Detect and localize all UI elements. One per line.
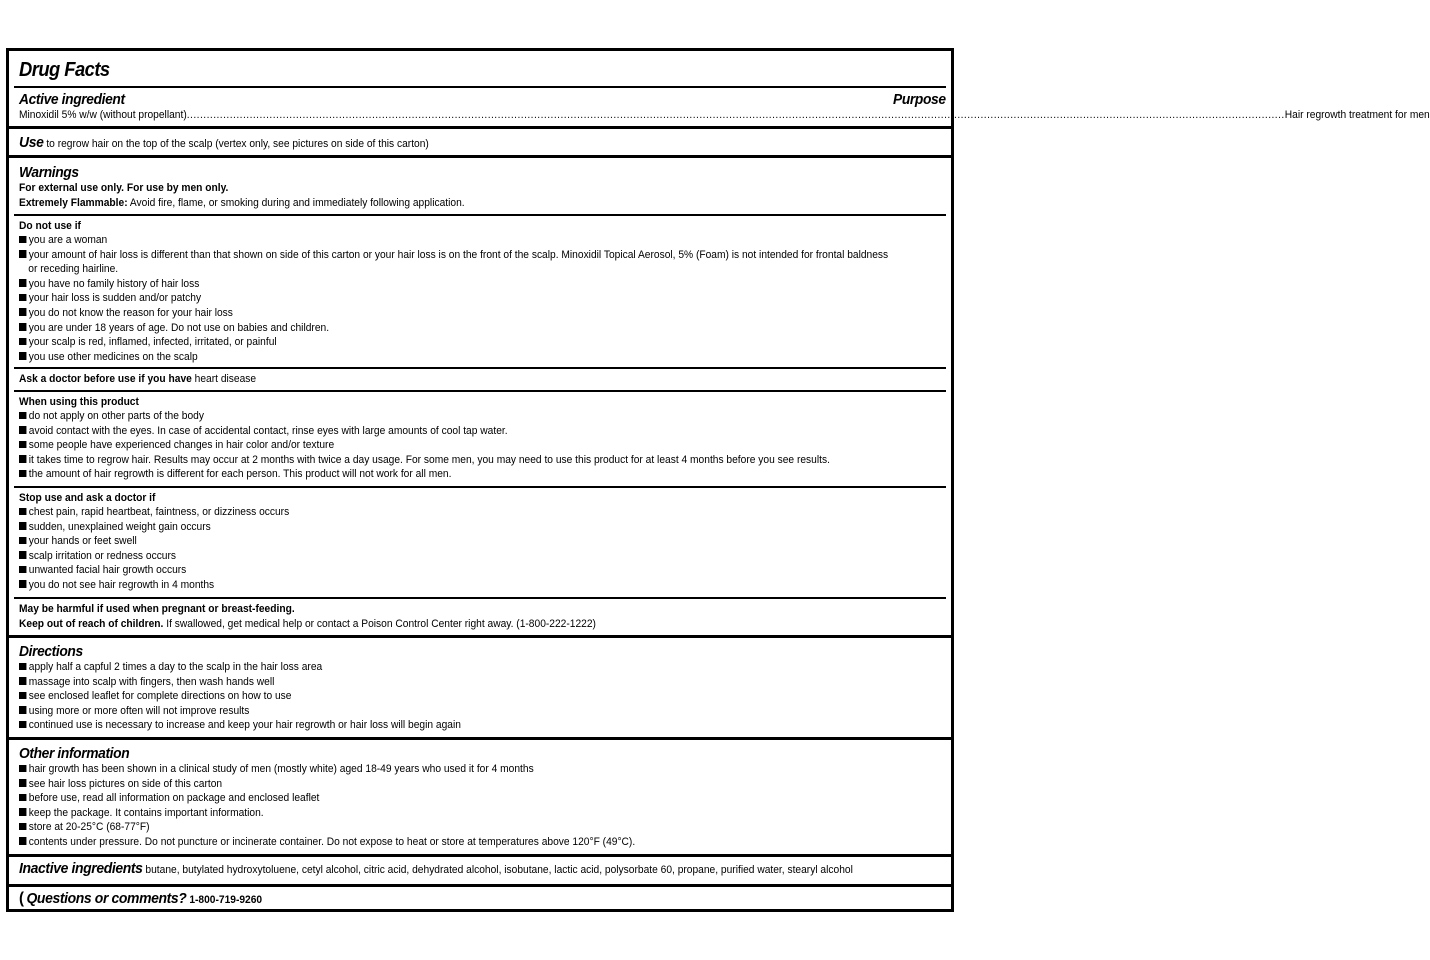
list-item: keep the package. It contains important information. — [19, 806, 635, 821]
list-item: contents under pressure. Do not puncture or incinerate container. Do not expose to heat or store at temperatures above 120°F (49°C). — [19, 835, 635, 850]
other-info-list — [19, 762, 635, 850]
list-item: continued use is necessary to increase and keep your hair regrowth or hair loss will begin again — [19, 718, 461, 733]
list-item: you are under 18 years of age. Do not use on babies and children. — [19, 321, 888, 336]
purpose-heading: Purpose — [893, 91, 946, 108]
list-item: you do not know the reason for your hair loss — [19, 306, 888, 321]
list-item-continuation: or receding hairline. — [28, 263, 119, 276]
questions-heading: Questions or comments? — [26, 890, 187, 907]
stop-use-heading: Stop use and ask a doctor if — [19, 492, 156, 504]
bullet-icon — [19, 706, 26, 714]
external-use-text: For external use only. For use by men only. — [19, 182, 229, 194]
bullet-icon — [19, 470, 26, 478]
bullet-icon — [19, 338, 26, 346]
list-item: you are a woman — [19, 233, 888, 248]
list-item: hair growth has been shown in a clinical study of men (mostly white) aged 18-49 years who used it for 4 months — [19, 762, 635, 777]
divider — [14, 86, 946, 88]
drug-facts-title: Drug Facts — [19, 59, 110, 81]
bullet-icon — [19, 677, 26, 685]
bullet-icon — [19, 765, 26, 773]
use-text: to regrow hair on the top of the scalp (vertex only, see pictures on side of this carton) — [46, 138, 429, 150]
list-item: you have no family history of hair loss — [19, 277, 888, 292]
bullet-icon — [19, 455, 26, 463]
bullet-icon — [19, 412, 26, 420]
list-item: your hands or feet swell — [19, 534, 289, 549]
bullet-icon — [19, 522, 26, 530]
bullet-icon — [19, 551, 26, 559]
bullet-icon — [19, 794, 26, 802]
bullet-icon — [19, 236, 26, 244]
bullet-icon — [19, 823, 26, 831]
list-item: your hair loss is sudden and/or patchy — [19, 291, 888, 306]
flammable-text: Avoid fire, flame, or smoking during and immediately following application. — [129, 197, 465, 209]
flammable-label: Extremely Flammable: — [19, 197, 128, 209]
active-ingredient-row — [19, 108, 1430, 123]
list-item: your amount of hair loss is different than that shown on side of this carton or your hair loss is on the front of the scalp. Minoxidil Topical Aerosol, 5% (Foam) is not intended for frontal baldness — [19, 248, 888, 263]
use-heading: Use — [19, 134, 44, 151]
bullet-icon — [19, 537, 26, 545]
bullet-icon — [19, 721, 26, 729]
inactive-text: butane, butylated hydroxytoluene, cetyl alcohol, citric acid, dehydrated alcohol, isobutane, lactic acid, polysorbate 60, propane, purified water, stearyl alcohol — [145, 864, 853, 876]
list-item: scalp irritation or redness occurs — [19, 549, 289, 564]
list-item: sudden, unexplained weight gain occurs — [19, 520, 289, 535]
divider — [14, 390, 946, 392]
directions-heading: Directions — [19, 643, 83, 660]
bullet-icon — [19, 441, 26, 449]
bullet-icon — [19, 663, 26, 671]
list-item: the amount of hair regrowth is different for each person. This product will not work for all men. — [19, 467, 830, 482]
section-divider — [9, 737, 951, 740]
other-info-heading: Other information — [19, 745, 130, 762]
bullet-icon — [19, 352, 26, 360]
section-divider — [9, 155, 951, 158]
section-divider — [9, 635, 951, 638]
bullet-icon — [19, 250, 26, 258]
inactive-heading: Inactive ingredients — [19, 860, 143, 877]
bullet-icon — [19, 308, 26, 316]
bullet-icon — [19, 323, 26, 331]
stop-use-list — [19, 505, 289, 593]
drug-facts-panel — [6, 48, 1430, 912]
phone-icon: ( — [19, 890, 24, 907]
divider — [14, 214, 946, 216]
list-item: see hair loss pictures on side of this carton — [19, 777, 635, 792]
divider — [14, 597, 946, 599]
list-item: you use other medicines on the scalp — [19, 350, 888, 365]
section-divider — [9, 854, 951, 857]
bullet-icon — [19, 580, 26, 588]
bullet-icon — [19, 426, 26, 434]
bullet-icon — [19, 692, 26, 700]
list-item: see enclosed leaflet for complete directions on how to use — [19, 689, 461, 704]
divider — [14, 486, 946, 488]
pregnant-text: May be harmful if used when pregnant or breast-feeding. — [19, 603, 295, 615]
children-label: Keep out of reach of children. — [19, 618, 164, 630]
do-not-use-list — [19, 233, 888, 364]
children-row — [19, 617, 596, 632]
list-item: some people have experienced changes in hair color and/or texture — [19, 438, 830, 453]
bullet-icon — [19, 808, 26, 816]
dot-leader: ............................................................................................................................................................................................................................................................................................................................................ — [186, 109, 1285, 121]
when-using-list — [19, 409, 830, 482]
list-item: massage into scalp with fingers, then wash hands well — [19, 675, 461, 690]
ask-doctor-label: Ask a doctor before use if you have — [19, 373, 192, 385]
questions-row — [19, 891, 262, 909]
list-item: apply half a capful 2 times a day to the scalp in the hair loss area — [19, 660, 461, 675]
active-ingredient-heading: Active ingredient — [19, 91, 125, 108]
flammable-row — [19, 196, 465, 211]
bullet-icon — [19, 508, 26, 516]
list-item: your scalp is red, inflamed, infected, irritated, or painful — [19, 335, 888, 350]
questions-phone: 1-800-719-9260 — [189, 894, 263, 906]
inactive-row — [19, 861, 853, 879]
divider — [14, 367, 946, 369]
list-item: avoid contact with the eyes. In case of accidental contact, rinse eyes with large amounts of cool tap water. — [19, 424, 830, 439]
bullet-icon — [19, 566, 26, 574]
use-row — [19, 135, 429, 153]
warnings-heading: Warnings — [19, 164, 79, 181]
list-item: store at 20-25°C (68-77°F) — [19, 820, 635, 835]
section-divider — [9, 884, 951, 887]
ask-doctor-text: heart disease — [194, 373, 257, 385]
list-item: do not apply on other parts of the body — [19, 409, 830, 424]
list-item: before use, read all information on package and enclosed leaflet — [19, 791, 635, 806]
bullet-icon — [19, 837, 26, 845]
bullet-icon — [19, 294, 26, 302]
ask-doctor-row — [19, 372, 256, 387]
do-not-use-heading: Do not use if — [19, 220, 81, 232]
bullet-icon — [19, 279, 26, 287]
active-ingredient-text: Minoxidil 5% w/w (without propellant) — [19, 109, 187, 121]
children-text: If swallowed, get medical help or contact a Poison Control Center right away. (1-800-222-1222) — [166, 618, 596, 630]
list-item: chest pain, rapid heartbeat, faintness, or dizziness occurs — [19, 505, 289, 520]
list-item: it takes time to regrow hair. Results may occur at 2 months with twice a day usage. For some men, you may need to use this product for at least 4 months before you see results. — [19, 453, 830, 468]
list-item: unwanted facial hair growth occurs — [19, 563, 289, 578]
directions-list — [19, 660, 461, 733]
list-item: using more or more often will not improve results — [19, 704, 461, 719]
bullet-icon — [19, 779, 26, 787]
when-using-heading: When using this product — [19, 396, 139, 408]
purpose-text: Hair regrowth treatment for men — [1284, 109, 1430, 121]
list-item: you do not see hair regrowth in 4 months — [19, 578, 289, 593]
section-divider — [9, 126, 951, 129]
